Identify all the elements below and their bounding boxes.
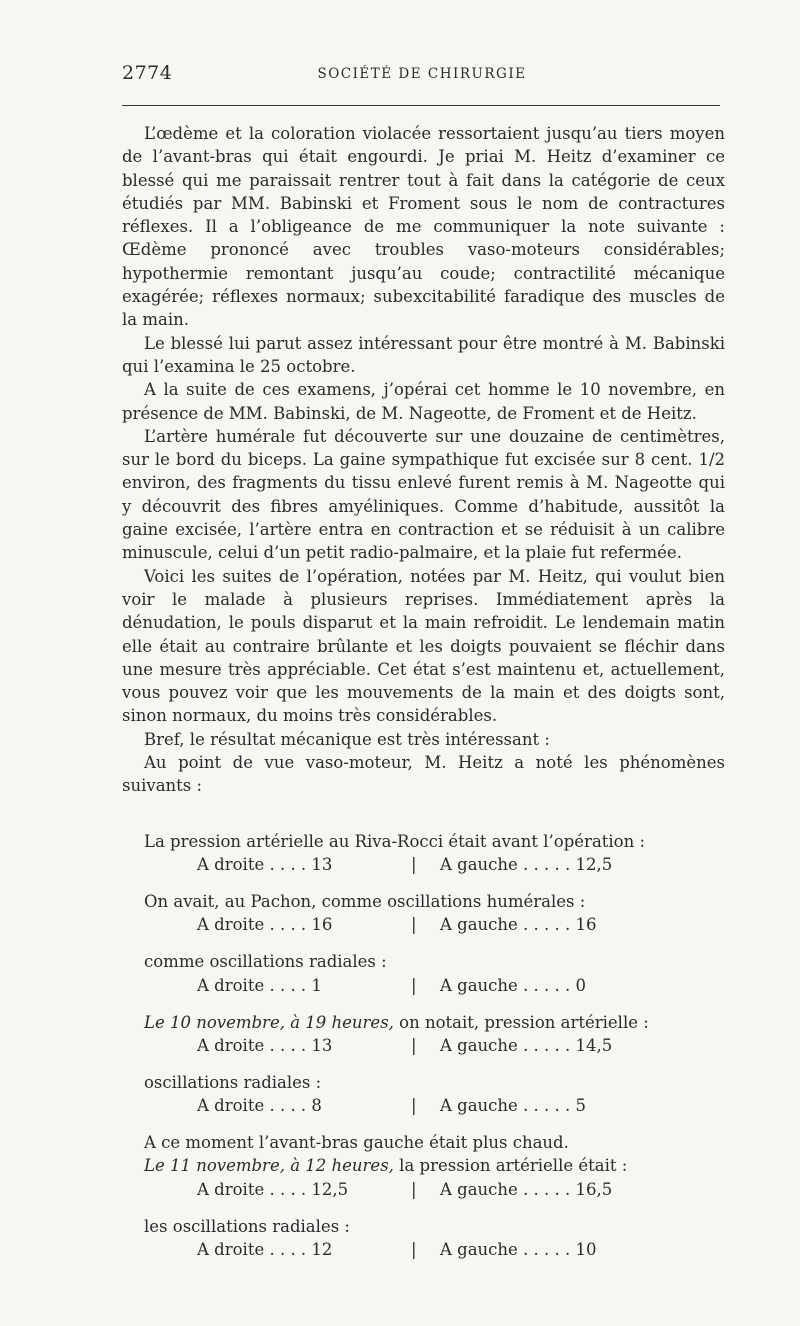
measurement-row [122, 913, 725, 950]
measurement-right-side: A droite . . . . 13 [197, 854, 333, 874]
column-separator: | [411, 1239, 417, 1259]
paragraph: L’artère humérale fut découverte sur une douzaine de centimètres, sur le bord du biceps. La gaine sympathique fut excisée sur 8 cent. 1/2 environ, des fragments du tissu enlevé furent remis à M. Nageotte qui y découvrit des fibres amyéliniques. Comme d’habitude, aussitôt la gaine excisée, l’artère entra en contraction et se réduisit à un calibre minuscule, celui d’un petit radio-palmaire, et la plaie fut refermée. [122, 426, 725, 563]
column-separator: | [411, 915, 417, 935]
paragraph: L’œdème et la coloration violacée ressortaient jusqu’au tiers moyen de l’avant-bras qui était engourdi. Je priai M. Heitz d’examiner ce blessé qui me paraissait rentrer tout à fait dans la catégorie de ceux étudiés par MM. Babinski et Froment sous le nom de contractures réflexes. Il a l’obligeance de me communiquer la note suivante : Œdème prononcé avec troubles vaso-moteurs considérables; hypothermie remontant jusqu’au coude; contractilité mécanique exagérée; réflexes normaux; subexcitabilité faradique des muscles de la main. [122, 124, 725, 330]
running-title: SOCIÉTÉ DE CHIRURGIE [317, 66, 527, 82]
measurement-row [122, 1094, 725, 1131]
measurement-right-side: A droite . . . . 12,5 [197, 1179, 349, 1199]
measurement-right-side: A droite . . . . 8 [197, 1096, 322, 1116]
header-rule [122, 105, 720, 106]
measurement-row [122, 1238, 725, 1275]
measurement-left-side: A gauche . . . . . 14,5 [440, 1035, 613, 1055]
measurement-right-side: A droite . . . . 1 [197, 975, 322, 995]
measurement-left-side: A gauche . . . . . 12,5 [440, 854, 613, 874]
measurement-label: comme oscillations radiales : [144, 952, 387, 972]
column-separator: | [411, 854, 417, 874]
label-text: la pression artérielle était : [393, 1156, 628, 1176]
measurement-label [122, 1154, 725, 1177]
measurement-row [122, 1178, 725, 1215]
measurement-row [122, 1034, 725, 1071]
body-text [122, 122, 725, 1275]
measurement-left-side: A gauche . . . . . 16 [440, 915, 597, 935]
measurement-left-side: A gauche . . . . . 0 [440, 975, 587, 995]
spacer [122, 798, 725, 830]
paragraph: Bref, le résultat mécanique est très intéressant : [144, 729, 550, 749]
measurement-right-side: A droite . . . . 12 [197, 1239, 333, 1259]
observation-note: A ce moment l’avant-bras gauche était plus chaud. [144, 1133, 569, 1153]
measurement-right-side: A droite . . . . 13 [197, 1035, 333, 1055]
measurement-label [122, 1011, 725, 1034]
measurement-label: oscillations radiales : [144, 1072, 322, 1092]
measurement-left-side: A gauche . . . . . 16,5 [440, 1179, 613, 1199]
paragraph: Au point de vue vaso-moteur, M. Heitz a noté les phénomènes suivants : [122, 753, 725, 796]
date-label: Le 11 novembre, à 12 heures, [144, 1156, 394, 1176]
date-label: Le 10 novembre, à 19 heures, [144, 1012, 394, 1032]
label-text: on notait, pression artérielle : [393, 1012, 649, 1032]
paragraph: A la suite de ces examens, j’opérai cet homme le 10 novembre, en présence de MM. Babinski, de M. Nageotte, de Froment et de Heitz. [122, 380, 725, 423]
page-header [122, 62, 722, 90]
measurement-right-side: A droite . . . . 16 [197, 915, 333, 935]
column-separator: | [411, 1096, 417, 1116]
measurement-row [122, 974, 725, 1011]
column-separator: | [411, 1035, 417, 1055]
measurement-left-side: A gauche . . . . . 10 [440, 1239, 597, 1259]
column-separator: | [411, 1179, 417, 1199]
measurement-label: On avait, au Pachon, comme oscillations humérales : [144, 891, 586, 911]
measurement-intro: La pression artérielle au Riva-Rocci était avant l’opération : [144, 831, 646, 851]
paragraph: Voici les suites de l’opération, notées par M. Heitz, qui voulut bien voir le malade à plusieurs reprises. Immédiatement après la dénudation, le pouls disparut et la main refroidit. Le lendemain matin elle était au contraire brûlante et les doigts pouvaient se fléchir dans une mesure très appréciable. Cet état s’est maintenu et, actuellement, vous pouvez voir que les mouvements de la main et des doigts sont, sinon normaux, du moins très considérables. [122, 566, 725, 726]
measurement-row [122, 853, 725, 890]
page-number: 2774 [122, 62, 173, 84]
measurement-left-side: A gauche . . . . . 5 [440, 1096, 587, 1116]
column-separator: | [411, 975, 417, 995]
paragraph: Le blessé lui parut assez intéressant pour être montré à M. Babinski qui l’examina le 25 octobre. [122, 333, 725, 376]
measurement-label: les oscillations radiales : [144, 1216, 350, 1236]
